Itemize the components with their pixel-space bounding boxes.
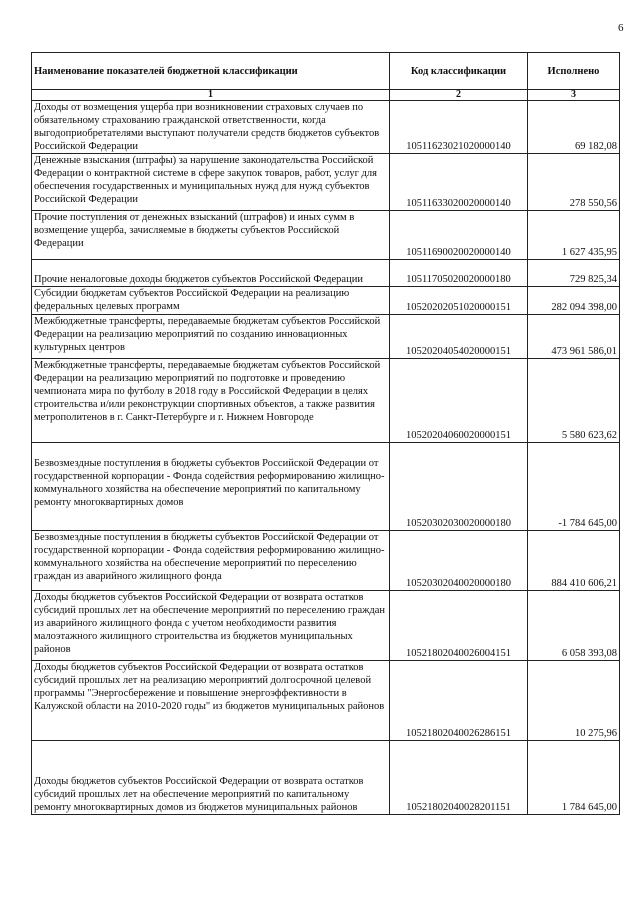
table-row	[32, 359, 620, 443]
row-code: 10520302030020000180	[390, 443, 528, 531]
row-code: 10521802040026004151	[390, 591, 528, 661]
row-code: 10511690020020000140	[390, 211, 528, 260]
column-number: 3	[528, 90, 620, 101]
table-row	[32, 287, 620, 315]
row-name: Прочие поступления от денежных взысканий (штрафов) и иных сумм в возмещение ущерба, зачисляемые в бюджеты субъектов Российской Федерации	[32, 211, 390, 260]
table-row	[32, 443, 620, 531]
header-name: Наименование показателей бюджетной классификации	[32, 53, 390, 90]
row-code: 10520302040020000180	[390, 531, 528, 591]
table-row	[32, 315, 620, 359]
row-name: Доходы от возмещения ущерба при возникновении страховых случаев по обязательному страхованию гражданской ответственности, когда выгодоприобретателями выступают получатели средств бюджетов субъектов Российской Федерации	[32, 101, 390, 154]
row-name: Безвозмездные поступления в бюджеты субъектов Российской Федерации от государственной корпорации - Фонда содействия реформированию жилищно-коммунального хозяйства на обеспечение мероприятий по переселению граждан из аварийного жилищного фонда	[32, 531, 390, 591]
column-number: 2	[390, 90, 528, 101]
row-name: Прочие неналоговые доходы бюджетов субъектов Российской Федерации	[32, 260, 390, 287]
row-amount: 6 058 393,08	[528, 591, 620, 661]
row-amount: 884 410 606,21	[528, 531, 620, 591]
row-code: 10521802040026286151	[390, 661, 528, 741]
budget-classification-table	[31, 52, 620, 815]
table-row	[32, 260, 620, 287]
table-row	[32, 661, 620, 741]
row-amount: 278 550,56	[528, 154, 620, 211]
row-name: Доходы бюджетов субъектов Российской Федерации от возврата остатков субсидий прошлых лет на обеспечение мероприятий по переселению граждан из аварийного жилищного фонда с учетом необходимости развития малоэтажного жилищного строительства из бюджетов муниципальных районов	[32, 591, 390, 661]
table-row	[32, 591, 620, 661]
row-name: Межбюджетные трансферты, передаваемые бюджетам субъектов Российской Федерации на реализацию мероприятий по подготовке и проведению чемпионата мира по футболу в 2018 году в Российской Федерации в целях строительства и/или реконструкции спортивных объектов, а также развития метрополитенов в г. Санкт-Петербурге и г. Нижнем Новгороде	[32, 359, 390, 443]
row-name: Субсидии бюджетам субъектов Российской Федерации на реализацию федеральных целевых программ	[32, 287, 390, 315]
row-name: Доходы бюджетов субъектов Российской Федерации от возврата остатков субсидий прошлых лет на реализацию мероприятий долгосрочной целевой программы "Энергосбережение и повышение энергоэффективности в Калужской области на 2010-2020 годы" из бюджетов муниципальных районов	[32, 661, 390, 741]
row-code: 10511623021020000140	[390, 101, 528, 154]
row-amount: 473 961 586,01	[528, 315, 620, 359]
row-amount: -1 784 645,00	[528, 443, 620, 531]
column-number-row	[32, 90, 620, 101]
header-code: Код классификации	[390, 53, 528, 90]
table-header-row	[32, 53, 620, 90]
table-row	[32, 211, 620, 260]
column-number: 1	[32, 90, 390, 101]
row-name: Денежные взыскания (штрафы) за нарушение законодательства Российской Федерации о контрактной системе в сфере закупок товаров, работ, услуг для обеспечения государственных и муниципальных нужд для нужд субъектов Российской Федерации	[32, 154, 390, 211]
row-code: 10520204060020000151	[390, 359, 528, 443]
header-executed: Исполнено	[528, 53, 620, 90]
row-code: 10520204054020000151	[390, 315, 528, 359]
row-code: 10521802040028201151	[390, 741, 528, 815]
table-row	[32, 154, 620, 211]
table-row	[32, 101, 620, 154]
page-number: 6	[618, 22, 624, 34]
row-code: 10511705020020000180	[390, 260, 528, 287]
row-amount: 729 825,34	[528, 260, 620, 287]
row-code: 10511633020020000140	[390, 154, 528, 211]
row-amount: 282 094 398,00	[528, 287, 620, 315]
row-code: 10520202051020000151	[390, 287, 528, 315]
row-amount: 1 784 645,00	[528, 741, 620, 815]
table-row	[32, 531, 620, 591]
row-name: Межбюджетные трансферты, передаваемые бюджетам субъектов Российской Федерации на реализацию мероприятий по созданию инновационных культурных центров	[32, 315, 390, 359]
row-name: Безвозмездные поступления в бюджеты субъектов Российской Федерации от государственной корпорации - Фонда содействия реформированию жилищно-коммунального хозяйства на обеспечение мероприятий по капитальному ремонту многоквартирных домов	[32, 443, 390, 531]
table-row	[32, 741, 620, 815]
row-amount: 10 275,96	[528, 661, 620, 741]
row-amount: 69 182,08	[528, 101, 620, 154]
row-amount: 5 580 623,62	[528, 359, 620, 443]
row-name: Доходы бюджетов субъектов Российской Федерации от возврата остатков субсидий прошлых лет на обеспечение мероприятий по капитальному ремонту многоквартирных домов из бюджетов муниципальных районов	[32, 741, 390, 815]
row-amount: 1 627 435,95	[528, 211, 620, 260]
